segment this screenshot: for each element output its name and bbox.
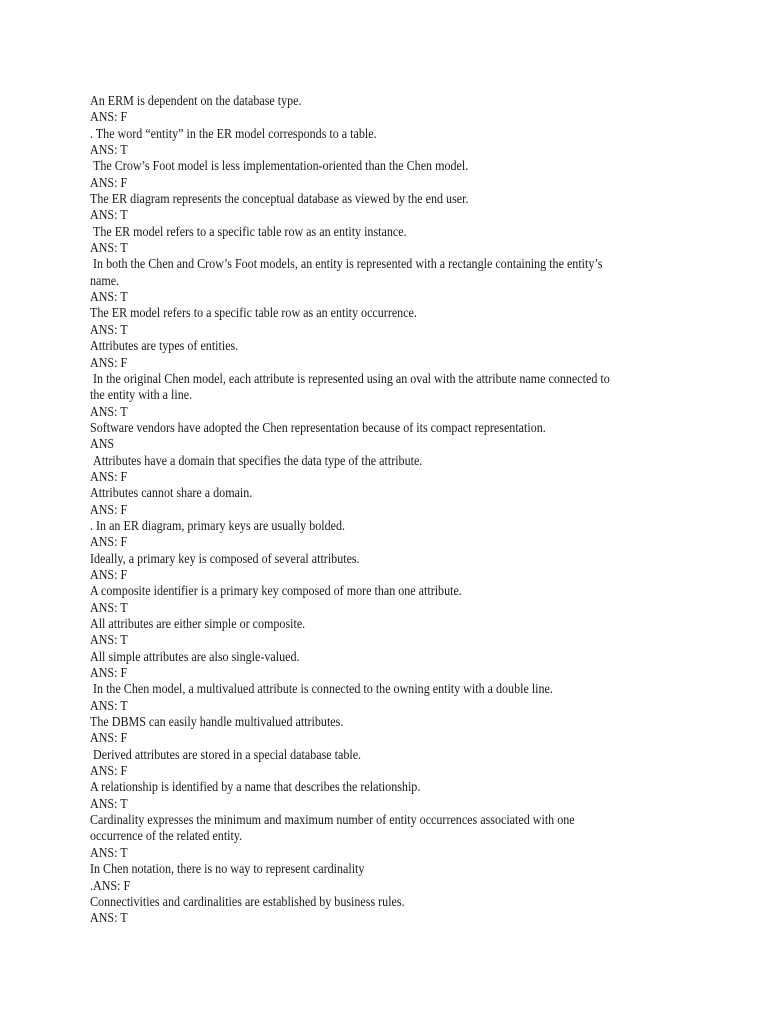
question-line: In Chen notation, there is no way to represent cardinality [90,861,365,877]
question-line: . In an ER diagram, primary keys are usually bolded. [90,517,346,533]
question-line: Ideally, a primary key is composed of several attributes. [90,550,360,566]
answer-line: ANS: T [90,142,128,158]
answer-line: ANS: T [90,289,128,305]
question-line: name. [90,272,120,288]
question-line: occurrence of the related entity. [90,828,243,844]
answer-line: ANS: F [90,534,128,550]
question-line: The ER model refers to a specific table row as an entity occurrence. [90,305,417,321]
answer-line: ANS: T [90,910,128,926]
question-line: An ERM is dependent on the database type. [90,93,302,108]
answer-line: ANS: F [90,501,128,517]
question-line: Attributes cannot share a domain. [90,485,253,501]
question-line: The ER diagram represents the conceptual database as viewed by the end user. [90,191,469,207]
question-line: In the Chen model, a multivalued attribute is connected to the owning entity with a double line. [90,681,553,697]
answer-line: ANS: T [90,844,128,860]
question-line: Attributes have a domain that specifies the data type of the attribute. [90,452,423,468]
answer-line: ANS: F [90,468,128,484]
question-line: In both the Chen and Crow’s Foot models, an entity is represented with a rectangle containing the entity’s [90,256,603,272]
question-line: The Crow’s Foot model is less implementation-oriented than the Chen model. [90,158,469,174]
question-line: The ER model refers to a specific table row as an entity instance. [90,223,407,239]
answer-line: ANS: T [90,240,128,256]
document-text [90,93,680,927]
answer-line: ANS: T [90,207,128,223]
answer-line: ANS: T [90,403,128,419]
question-line: the entity with a line. [90,387,193,403]
question-line: Software vendors have adopted the Chen representation because of its compact representation. [90,419,546,435]
answer-line: ANS: F [90,354,128,370]
answer-line: ANS: F [90,763,128,779]
answer-line: ANS: F [90,730,128,746]
question-line: In the original Chen model, each attribute is represented using an oval with the attribute name connected to [90,370,610,386]
answer-line: ANS: T [90,795,128,811]
answer-line: ANS: F [90,174,128,190]
question-line: Derived attributes are stored in a special database table. [90,746,362,762]
answer-line: ANS: T [90,599,128,615]
answer-line: ANS: T [90,632,128,648]
answer-line: ANS: F [90,109,128,125]
question-line: All simple attributes are also single-valued. [90,648,300,664]
answer-line: ANS: F [90,665,128,681]
question-line: Cardinality expresses the minimum and maximum number of entity occurrences associated with one [90,812,575,828]
question-line: Connectivities and cardinalities are established by business rules. [90,893,405,909]
answer-line: ANS: T [90,321,128,337]
answer-line: ANS: F [90,566,128,582]
question-line: . The word “entity” in the ER model corresponds to a table. [90,125,377,141]
question-line: A composite identifier is a primary key composed of more than one attribute. [90,583,462,599]
question-line: All attributes are either simple or composite. [90,616,306,631]
answer-line: ANS: T [90,697,128,713]
question-line: Attributes are types of entities. [90,338,239,354]
question-line: A relationship is identified by a name that describes the relationship. [90,779,421,795]
answer-line: ANS [90,436,115,452]
question-line: The DBMS can easily handle multivalued attributes. [90,714,344,730]
answer-line: .ANS: F [90,877,131,893]
